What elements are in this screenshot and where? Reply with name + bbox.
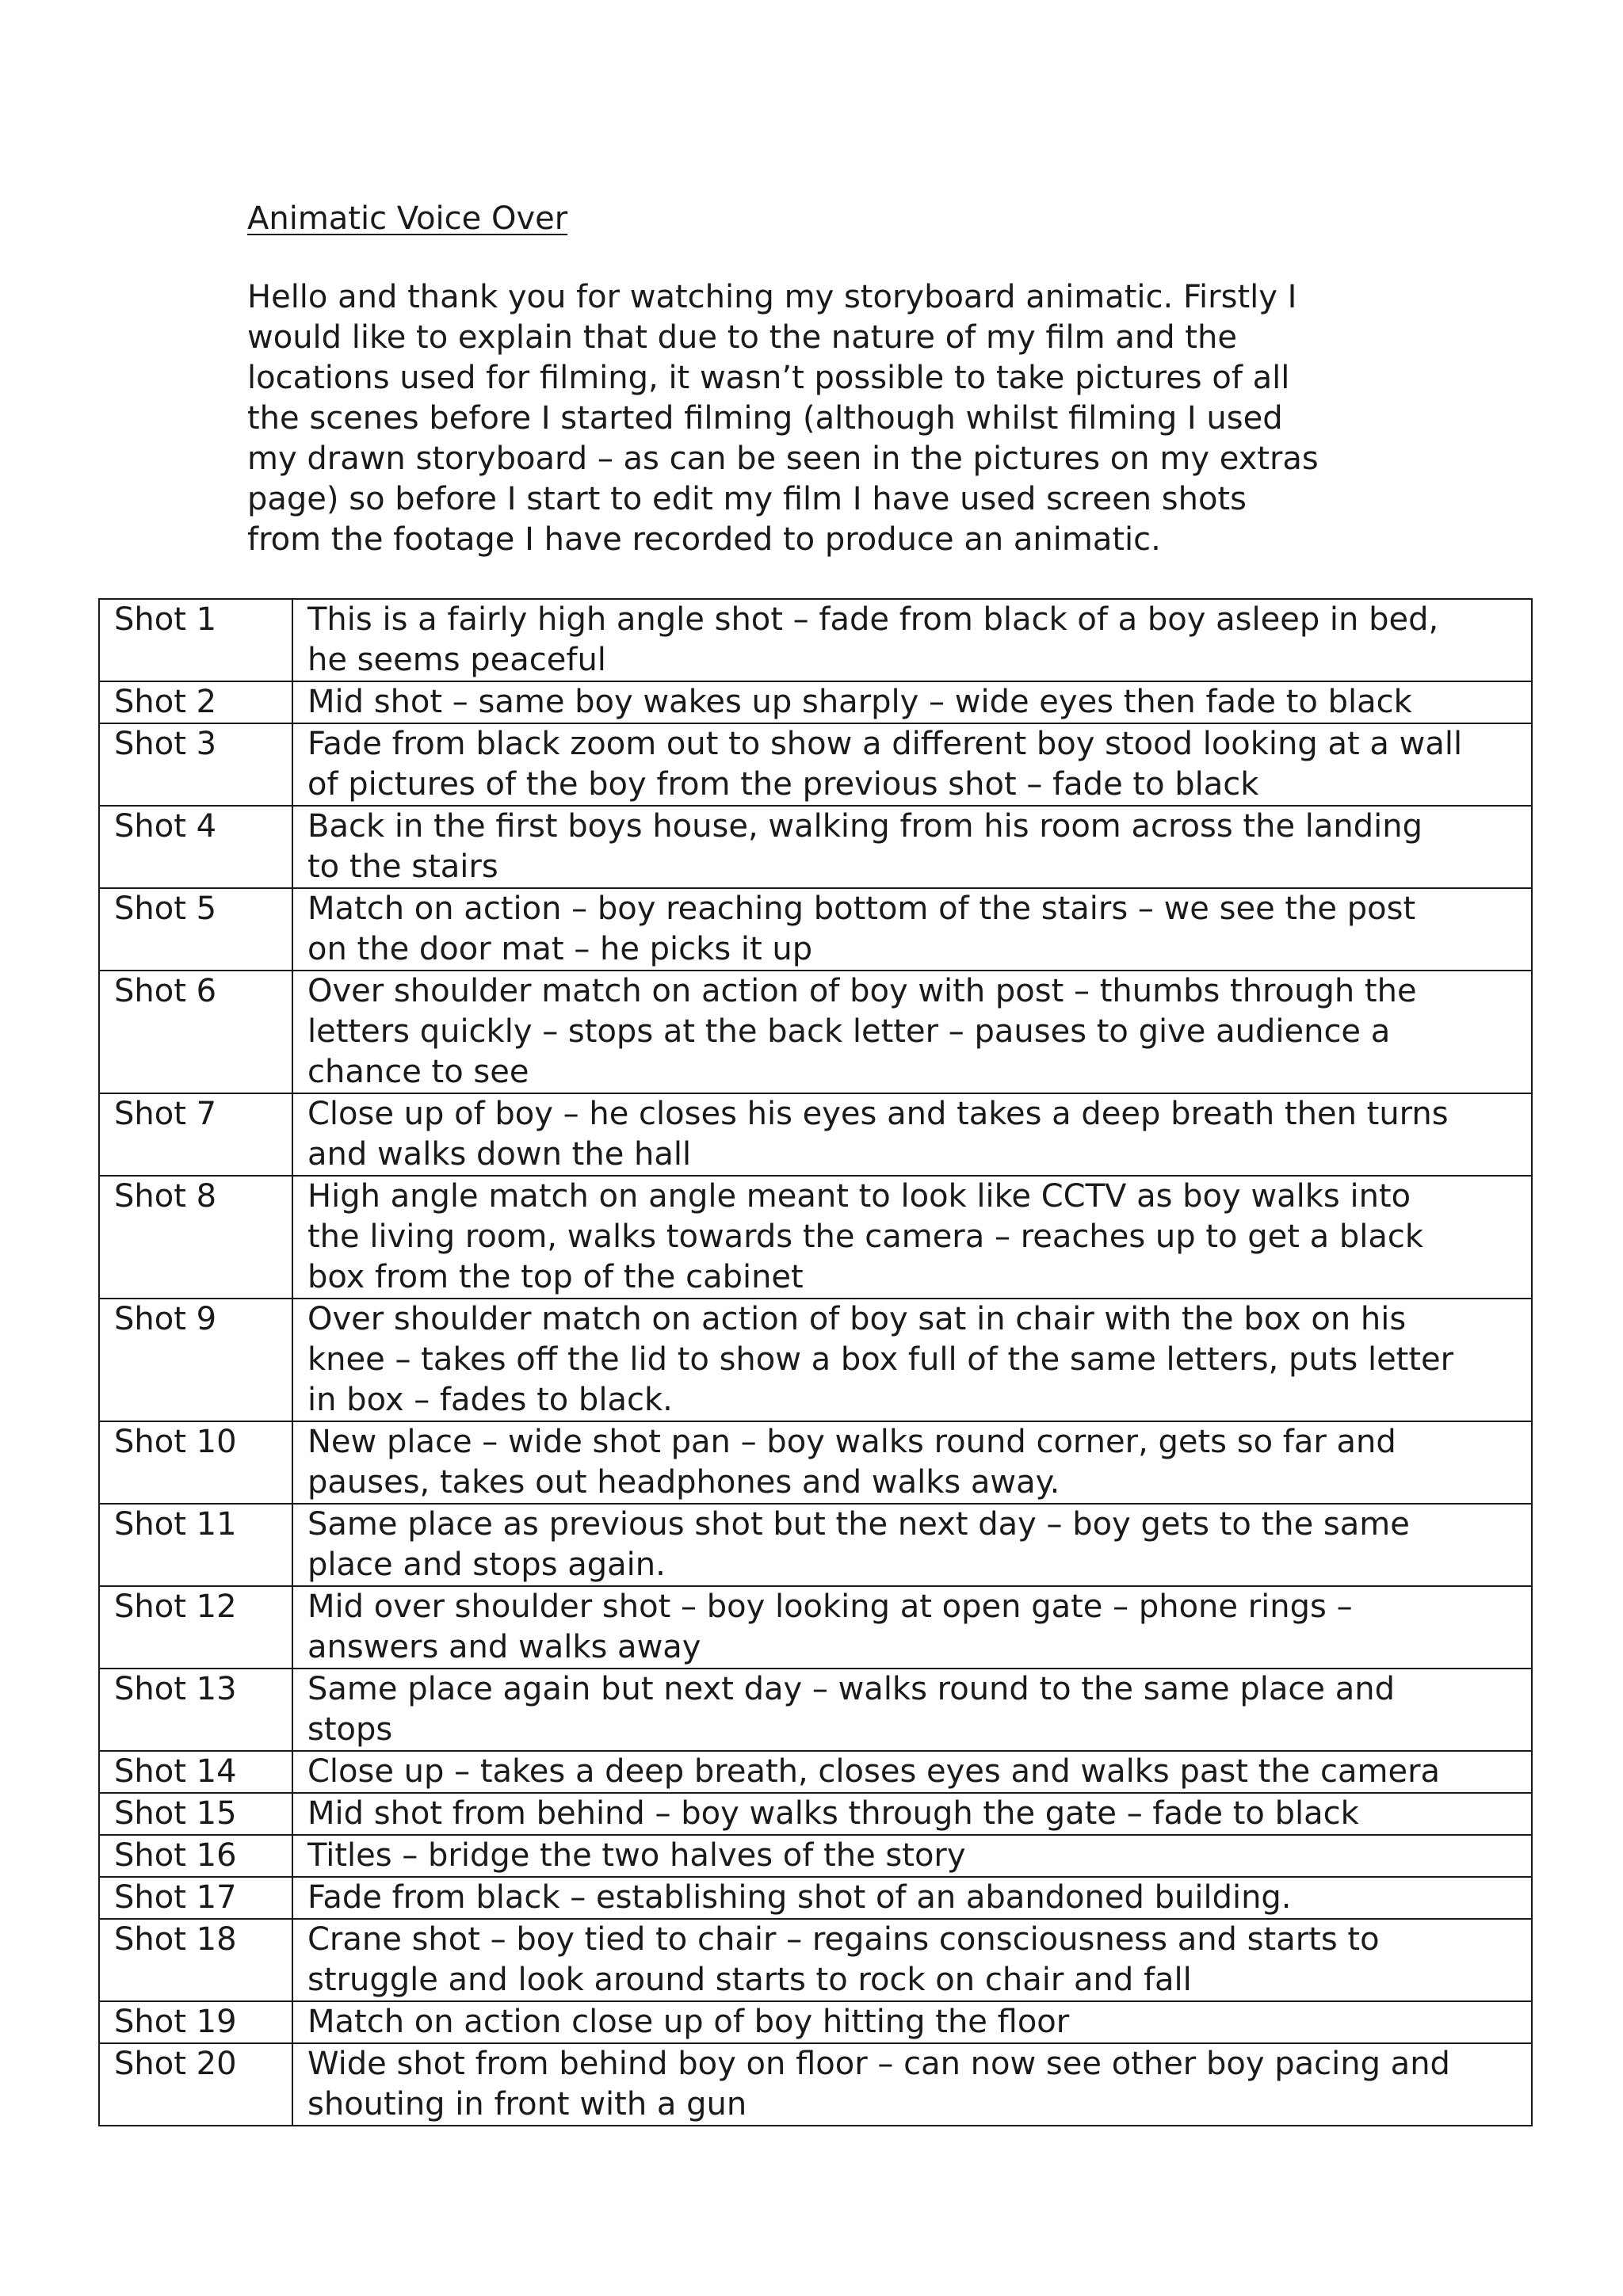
shot-description-line: shouting in front with a gun <box>307 2086 747 2122</box>
shot-number-cell: Shot 16 <box>99 1835 292 1877</box>
shot-description-line: Same place again but next day – walks round to the same place and <box>307 1671 1395 1707</box>
shot-number-cell: Shot 20 <box>99 2043 292 2126</box>
shot-number-cell: Shot 1 <box>99 599 292 681</box>
shot-description-line: place and stops again. <box>307 1547 666 1583</box>
shot-row <box>99 1176 1532 1299</box>
shot-row <box>99 1669 1532 1751</box>
intro-paragraph <box>247 277 1388 560</box>
shot-description-cell <box>292 1877 1532 1919</box>
shot-row <box>99 599 1532 681</box>
shot-description-line: of pictures of the boy from the previous shot – fade to black <box>307 766 1259 803</box>
shot-description-line: Match on action close up of boy hitting the floor <box>307 2004 1070 2040</box>
shot-row <box>99 681 1532 723</box>
shot-description-line: stops <box>307 1711 393 1748</box>
shot-description-line: answers and walks away <box>307 1629 701 1665</box>
shot-number-cell: Shot 8 <box>99 1176 292 1299</box>
shot-description-cell <box>292 888 1532 971</box>
shot-description-line: Fade from black zoom out to show a different boy stood looking at a wall <box>307 726 1463 762</box>
shot-description-cell <box>292 1751 1532 1793</box>
shot-description-cell <box>292 806 1532 888</box>
shot-row <box>99 1793 1532 1835</box>
shot-number-cell: Shot 6 <box>99 971 292 1093</box>
shot-description-cell <box>292 1504 1532 1586</box>
shot-description-line: Over shoulder match on action of boy with post – thumbs through the <box>307 973 1417 1009</box>
shot-description-line: Back in the first boys house, walking from his room across the landing <box>307 808 1423 845</box>
shot-description-line: High angle match on angle meant to look like CCTV as boy walks into <box>307 1178 1411 1215</box>
shot-description-line: Same place as previous shot but the next day – boy gets to the same <box>307 1506 1410 1543</box>
shot-row <box>99 1093 1532 1176</box>
document-title: Animatic Voice Over <box>247 200 568 237</box>
shot-number-cell: Shot 7 <box>99 1093 292 1176</box>
shot-description-cell <box>292 971 1532 1093</box>
shot-description-line: and walks down the hall <box>307 1136 692 1173</box>
shot-description-line: Close up – takes a deep breath, closes eyes and walks past the camera <box>307 1753 1441 1790</box>
intro-line: from the footage I have recorded to produce an animatic. <box>247 521 1161 558</box>
shot-description-line: to the stairs <box>307 849 498 885</box>
shot-description-cell <box>292 1586 1532 1669</box>
shot-row <box>99 2043 1532 2126</box>
shot-description-line: Close up of boy – he closes his eyes and takes a deep breath then turns <box>307 1096 1449 1132</box>
shot-row <box>99 971 1532 1093</box>
shot-description-cell <box>292 1793 1532 1835</box>
shot-description-line: the living room, walks towards the camera – reaches up to get a black <box>307 1219 1424 1255</box>
shot-description-line: pauses, takes out headphones and walks away. <box>307 1464 1060 1501</box>
shot-description-line: Titles – bridge the two halves of the story <box>307 1837 966 1874</box>
shot-description-line: struggle and look around starts to rock on chair and fall <box>307 1962 1192 1998</box>
shot-description-line: Fade from black – establishing shot of an abandoned building. <box>307 1879 1292 1916</box>
shot-row <box>99 1586 1532 1669</box>
shot-row <box>99 2001 1532 2043</box>
shot-description-cell <box>292 1093 1532 1176</box>
shot-row <box>99 806 1532 888</box>
shot-description-line: letters quickly – stops at the back letter – pauses to give audience a <box>307 1013 1391 1050</box>
shot-description-line: Crane shot – boy tied to chair – regains consciousness and starts to <box>307 1921 1380 1958</box>
shot-row <box>99 1504 1532 1586</box>
shot-row <box>99 1919 1532 2001</box>
intro-line: my drawn storyboard – as can be seen in the pictures on my extras <box>247 441 1319 477</box>
shot-description-line: This is a fairly high angle shot – fade from black of a boy asleep in bed, <box>307 601 1439 638</box>
shot-description-line: chance to see <box>307 1054 529 1090</box>
shot-number-cell: Shot 2 <box>99 681 292 723</box>
shot-description-line: he seems peaceful <box>307 642 606 678</box>
shot-description-cell <box>292 1919 1532 2001</box>
shot-description-line: Mid over shoulder shot – boy looking at open gate – phone rings – <box>307 1589 1353 1625</box>
shot-description-cell <box>292 723 1532 806</box>
shot-number-cell: Shot 4 <box>99 806 292 888</box>
shot-description-cell <box>292 1176 1532 1299</box>
shot-row <box>99 1421 1532 1504</box>
shot-description-line: in box – fades to black. <box>307 1382 673 1418</box>
shot-number-cell: Shot 3 <box>99 723 292 806</box>
shot-number-cell: Shot 15 <box>99 1793 292 1835</box>
shot-list-table <box>98 598 1533 2126</box>
intro-line: Hello and thank you for watching my storyboard animatic. Firstly I <box>247 279 1297 315</box>
shot-description-line: on the door mat – he picks it up <box>307 931 813 967</box>
shot-number-cell: Shot 10 <box>99 1421 292 1504</box>
shot-description-line: Mid shot – same boy wakes up sharply – wide eyes then fade to black <box>307 684 1412 720</box>
shot-row <box>99 1877 1532 1919</box>
shot-number-cell: Shot 18 <box>99 1919 292 2001</box>
shot-number-cell: Shot 14 <box>99 1751 292 1793</box>
shot-row <box>99 723 1532 806</box>
shot-number-cell: Shot 19 <box>99 2001 292 2043</box>
shot-description-cell <box>292 2001 1532 2043</box>
shot-description-cell <box>292 1421 1532 1504</box>
shot-description-line: Wide shot from behind boy on floor – can now see other boy pacing and <box>307 2046 1450 2082</box>
shot-number-cell: Shot 13 <box>99 1669 292 1751</box>
intro-line: page) so before I start to edit my film I have used screen shots <box>247 481 1247 517</box>
shot-number-cell: Shot 12 <box>99 1586 292 1669</box>
shot-description-line: knee – takes off the lid to show a box full of the same letters, puts letter <box>307 1341 1454 1378</box>
shot-number-cell: Shot 5 <box>99 888 292 971</box>
shot-row <box>99 888 1532 971</box>
shot-description-cell <box>292 1299 1532 1421</box>
shot-description-cell <box>292 1835 1532 1877</box>
shot-description-cell <box>292 2043 1532 2126</box>
shot-description-cell <box>292 1669 1532 1751</box>
shot-description-line: box from the top of the cabinet <box>307 1259 804 1295</box>
shot-number-cell: Shot 11 <box>99 1504 292 1586</box>
shot-row <box>99 1751 1532 1793</box>
shot-row <box>99 1299 1532 1421</box>
intro-line: locations used for filming, it wasn’t possible to take pictures of all <box>247 360 1290 396</box>
intro-line: the scenes before I started filming (although whilst filming I used <box>247 400 1283 437</box>
shot-description-cell <box>292 681 1532 723</box>
shot-description-line: Mid shot from behind – boy walks through the gate – fade to black <box>307 1795 1359 1832</box>
shot-row <box>99 1835 1532 1877</box>
shot-description-cell <box>292 599 1532 681</box>
shot-list-body <box>99 599 1532 2126</box>
shot-description-line: Over shoulder match on action of boy sat in chair with the box on his <box>307 1301 1407 1337</box>
shot-description-line: Match on action – boy reaching bottom of the stairs – we see the post <box>307 891 1416 927</box>
intro-line: would like to explain that due to the nature of my film and the <box>247 319 1237 356</box>
shot-number-cell: Shot 17 <box>99 1877 292 1919</box>
shot-description-line: New place – wide shot pan – boy walks round corner, gets so far and <box>307 1424 1396 1460</box>
shot-number-cell: Shot 9 <box>99 1299 292 1421</box>
